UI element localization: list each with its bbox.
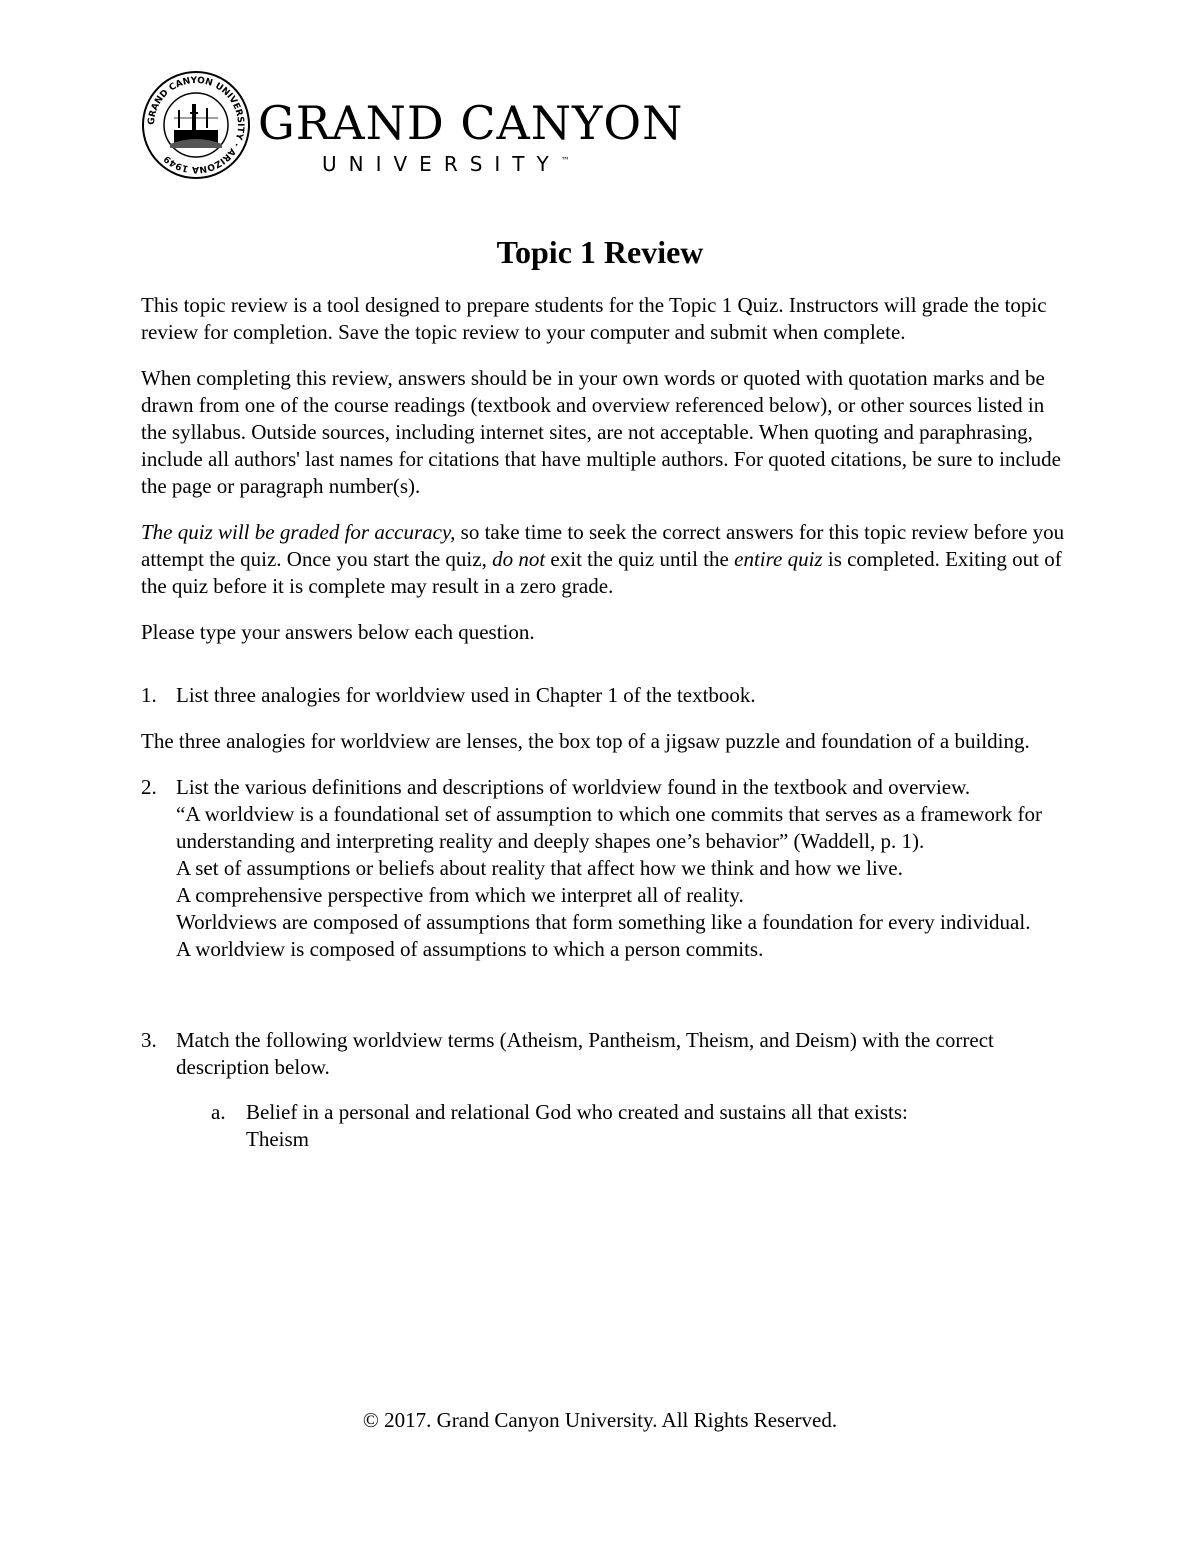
question-2-answer[interactable]: “A worldview is a foundational set of assumption to which one commits that serves as a framework for understanding and interpreting reality and deeply shapes one’s behavior” (Waddell, p. 1). xyxy=(176,802,1043,853)
wordmark-university: UNIVERSITY™ xyxy=(322,152,570,176)
intro-paragraph-4: Please type your answers below each question. xyxy=(141,620,535,644)
intro-paragraph-3: The quiz will be graded for accuracy, so take time to seek the correct answers for this topic review before you attempt the quiz. Once you start the quiz, do not exit the quiz until the entire quiz is completed. Exiting out of the quiz before it is complete may result in a zero grade. xyxy=(141,520,1065,598)
question-3a-text: Belief in a personal and relational God who created and sustains all that exists: xyxy=(246,1100,908,1124)
intro-paragraph-2: When completing this review, answers should be in your own words or quoted with quotation marks and be drawn from one of the course readings (textbook and overview referenced below), or other sources listed in the syllabus. Outside sources, including internet sites, are not acceptable. When quoting and paraphrasing, include all authors' last names for citations that have multiple authors. For quoted citations, be sure to include the page or paragraph number(s). xyxy=(141,366,1061,498)
question-3-text: Match the following worldview terms (Atheism, Pantheism, Theism, and Deism) with the correct description below. xyxy=(176,1028,994,1079)
question-1-text: List three analogies for worldview used in Chapter 1 of the textbook. xyxy=(176,683,756,707)
question-3a-answer[interactable]: Theism xyxy=(246,1127,309,1151)
svg-text:GRAND CANYON UNIVERSITY · ARIZ: GRAND CANYON UNIVERSITY · ARIZONA 1949 xyxy=(146,75,246,175)
university-seal-icon xyxy=(140,70,252,180)
question-1: 1. List three analogies for worldview used in Chapter 1 of the textbook. xyxy=(141,682,1071,709)
trademark-symbol: ™ xyxy=(560,156,570,167)
question-3: 3. Match the following worldview terms (Atheism, Pantheism, Theism, and Deism) with the correct description below. xyxy=(141,1027,1071,1081)
intro-paragraph-1: This topic review is a tool designed to prepare students for the Topic 1 Quiz. Instructors will grade the topic review for completion. Save the topic review to your computer and submit when complete. xyxy=(141,293,1047,344)
wordmark-name: GRAND CANYON xyxy=(258,96,684,150)
copyright-footer: © 2017. Grand Canyon University. All Rights Reserved. xyxy=(362,1408,838,1432)
question-2-text: List the various definitions and descriptions of worldview found in the textbook and overview. xyxy=(176,775,971,799)
question-2: 2. List the various definitions and descriptions of worldview found in the textbook and overview. “A worldview is a foundational set of assumption to which one commits that serves as a framework for understanding and interpreting reality and deeply shapes one’s behavior” (Waddell, p. 1). A set of assumptions or beliefs about reality that affect how we think and how we live. A comprehensive perspective from which we interpret all of reality. Worldviews are composed of assumptions that form something like a foundation for every individual. A worldview is composed of assumptions to which a person commits. xyxy=(141,774,1071,963)
question-1-answer[interactable]: The three analogies for worldview are lenses, the box top of a jigsaw puzzle and foundation of a building. xyxy=(141,729,1030,753)
page-title: Topic 1 Review xyxy=(496,234,704,270)
document-body xyxy=(141,292,1071,1153)
question-2-answer[interactable]: A worldview is composed of assumptions to which a person commits. xyxy=(176,937,764,961)
university-logo xyxy=(140,70,684,180)
question-2-answer[interactable]: A comprehensive perspective from which we interpret all of reality. xyxy=(176,883,744,907)
question-3a: a. Belief in a personal and relational God who created and sustains all that exists: Theism xyxy=(211,1100,908,1151)
question-2-answer[interactable]: A set of assumptions or beliefs about reality that affect how we think and how we live. xyxy=(176,856,903,880)
question-2-answer[interactable]: Worldviews are composed of assumptions that form something like a foundation for every individual. xyxy=(176,910,1031,934)
